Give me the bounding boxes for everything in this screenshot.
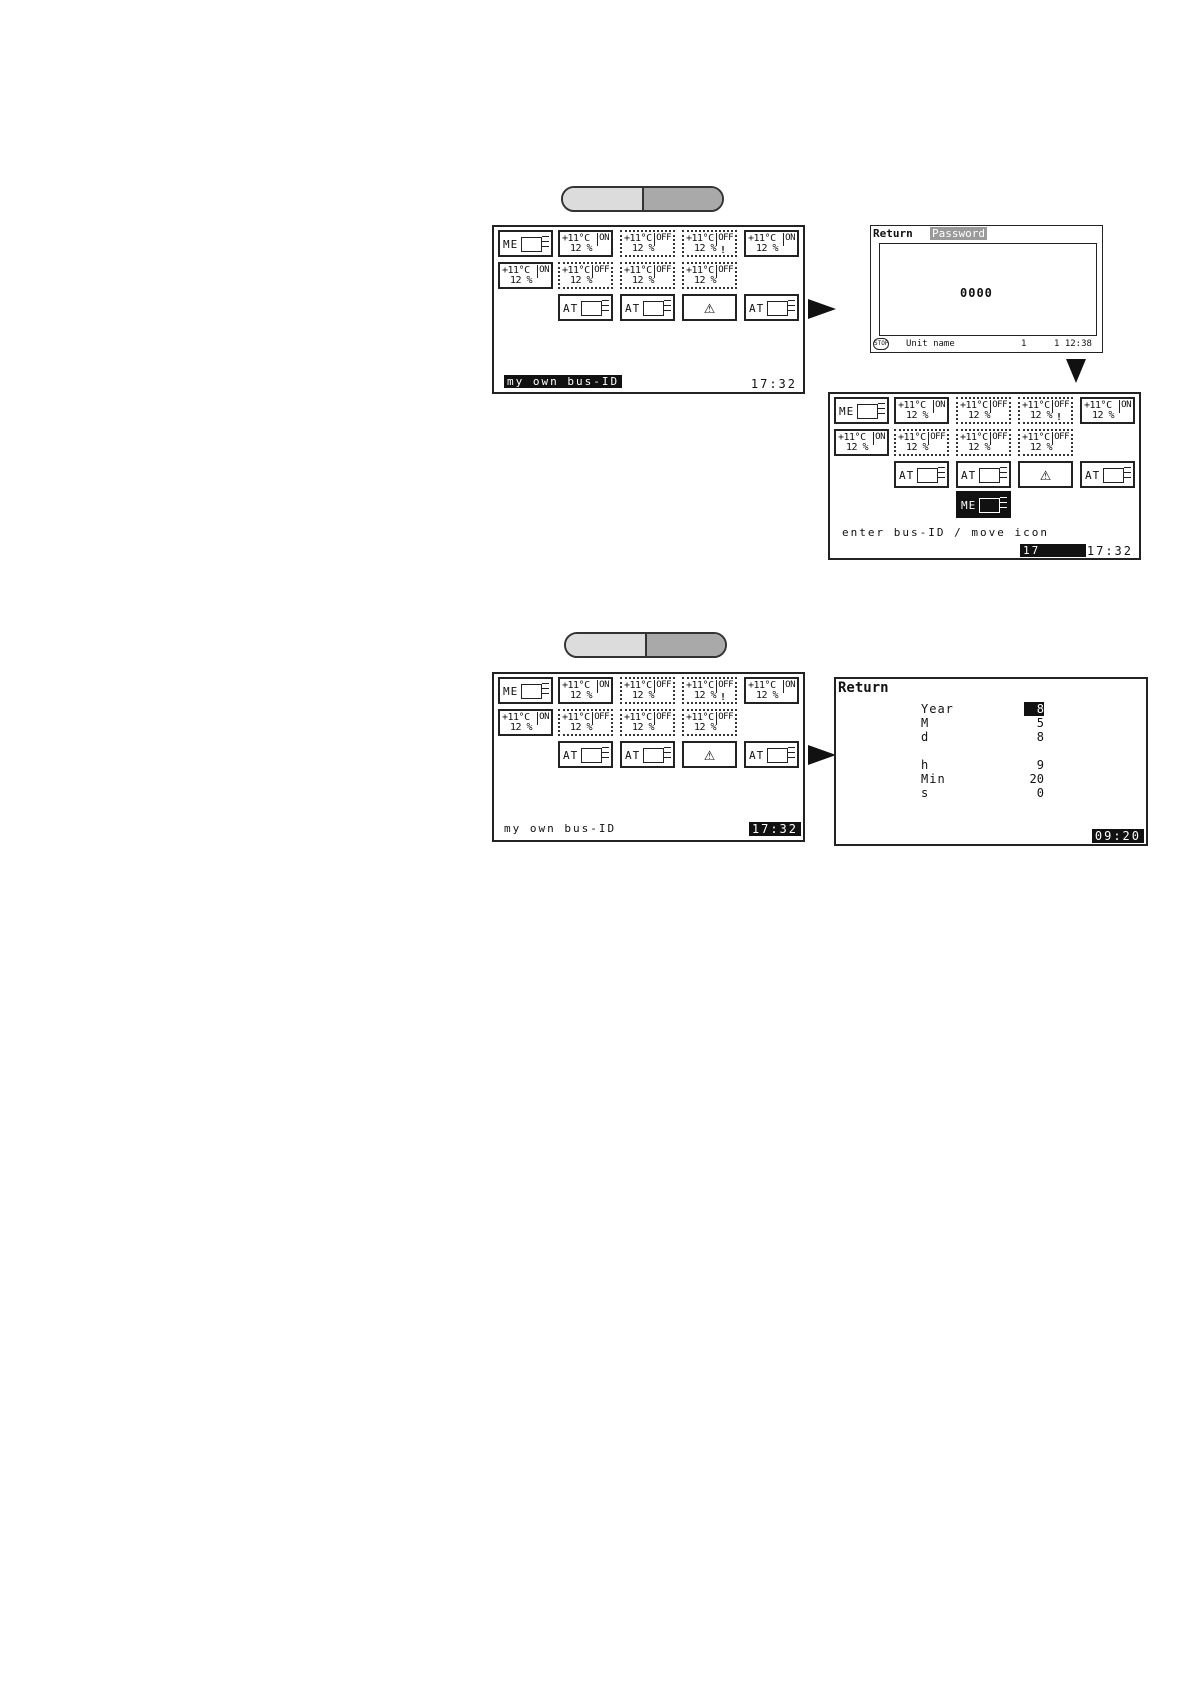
- date-value-year[interactable]: 8: [1024, 702, 1044, 716]
- temperature-value: +11°C: [898, 432, 926, 443]
- row1-tile-3[interactable]: [682, 677, 737, 704]
- temperature-value: +11°C: [624, 680, 652, 691]
- return-button[interactable]: Return: [873, 227, 913, 240]
- row2-tile-1[interactable]: [558, 262, 613, 289]
- me-unit[interactable]: ME: [498, 230, 553, 257]
- status-badge: OFF: [716, 233, 733, 246]
- humidity-value: 12 %: [632, 722, 655, 733]
- at-unit-2[interactable]: AT: [620, 741, 675, 768]
- at-unit-3[interactable]: AT: [744, 741, 799, 768]
- humidity-value: 12 %: [1030, 410, 1053, 421]
- alert-icon: !: [719, 245, 726, 256]
- temperature-value: +11°C: [686, 233, 714, 244]
- me-unit-moving[interactable]: ME: [956, 491, 1011, 518]
- humidity-value: 12 %: [570, 275, 593, 286]
- clock: 17:32: [1086, 544, 1133, 558]
- humidity-value: 12 %: [1030, 442, 1053, 453]
- row2-tile-1[interactable]: [558, 709, 613, 736]
- temperature-value: +11°C: [562, 712, 590, 723]
- temperature-value: +11°C: [838, 432, 866, 443]
- temperature-value: +11°C: [562, 233, 590, 244]
- date-label-m: M: [921, 716, 930, 730]
- humidity-value: 12 %: [906, 442, 929, 453]
- humidity-value: 12 %: [632, 275, 655, 286]
- row2-tile-3[interactable]: [682, 709, 737, 736]
- status-badge: ON: [783, 680, 795, 693]
- overview-screen-top: [492, 225, 805, 394]
- date-time-screen: [834, 677, 1148, 846]
- humidity-value: 12 %: [694, 722, 717, 733]
- status-badge: OFF: [990, 432, 1007, 445]
- humidity-value: 12 %: [570, 690, 593, 701]
- mode-toggle-left[interactable]: [566, 634, 647, 656]
- warning-triangle-icon[interactable]: ⚠: [682, 294, 737, 321]
- status-badge: OFF: [592, 712, 609, 725]
- date-value-h[interactable]: 9: [1036, 758, 1044, 772]
- row1-tile-4[interactable]: [1080, 397, 1135, 424]
- status-badge: OFF: [654, 233, 671, 246]
- password-screen: [870, 225, 1103, 353]
- date-value-m[interactable]: 5: [1036, 716, 1044, 730]
- at-unit-2[interactable]: AT: [620, 294, 675, 321]
- arrow-right-icon: [808, 299, 836, 319]
- clock: 17:32: [750, 377, 797, 391]
- temperature-value: +11°C: [502, 265, 530, 276]
- row1-tile-1[interactable]: [558, 230, 613, 257]
- move-icon-screen: [828, 392, 1141, 560]
- temperature-value: +11°C: [624, 265, 652, 276]
- status-badge: ON: [873, 432, 885, 445]
- status-badge: ON: [537, 265, 549, 278]
- bus-id-label: my own bus-ID: [504, 822, 617, 835]
- clock[interactable]: 09:20: [1092, 829, 1144, 843]
- password-field-area: [879, 243, 1097, 336]
- humidity-value: 12 %: [694, 275, 717, 286]
- status-badge: OFF: [928, 432, 945, 445]
- temperature-value: +11°C: [624, 233, 652, 244]
- row1-tile-4[interactable]: [744, 677, 799, 704]
- humidity-value: 12 %: [756, 243, 779, 254]
- return-button[interactable]: Return: [838, 680, 889, 696]
- date-label-h: h: [921, 758, 930, 772]
- status-badge: OFF: [1052, 400, 1069, 413]
- status-badge: OFF: [654, 712, 671, 725]
- humidity-value: 12 %: [570, 243, 593, 254]
- at-unit-3[interactable]: AT: [744, 294, 799, 321]
- date-value-d[interactable]: 8: [1036, 730, 1044, 744]
- row2-tile-2[interactable]: [956, 429, 1011, 456]
- clock[interactable]: 17:32: [749, 822, 801, 836]
- humidity-value: 12 %: [570, 722, 593, 733]
- humidity-value: 12 %: [694, 690, 717, 701]
- mode-toggle-bottom[interactable]: [564, 632, 727, 658]
- humidity-value: 12 %: [906, 410, 929, 421]
- warning-triangle-icon[interactable]: ⚠: [1018, 461, 1073, 488]
- temperature-value: +11°C: [562, 680, 590, 691]
- date-label-year: Year: [921, 702, 954, 716]
- row1-tile-3[interactable]: [682, 230, 737, 257]
- status-badge: OFF: [1052, 432, 1069, 445]
- humidity-value: 12 %: [1092, 410, 1115, 421]
- status-badge: OFF: [716, 680, 733, 693]
- overview-screen-bottom: [492, 672, 805, 842]
- humidity-value: 12 %: [632, 690, 655, 701]
- password-tab[interactable]: Password: [932, 227, 985, 240]
- arrow-down-icon: [1066, 359, 1086, 383]
- unit-time: 1 12:38: [1054, 339, 1092, 349]
- temperature-value: +11°C: [624, 712, 652, 723]
- humidity-value: 12 %: [632, 243, 655, 254]
- temperature-value: +11°C: [686, 265, 714, 276]
- row1-tile-2[interactable]: [956, 397, 1011, 424]
- humidity-value: 12 %: [694, 243, 717, 254]
- status-badge: ON: [783, 233, 795, 246]
- mode-toggle-left[interactable]: [563, 188, 644, 210]
- bus-id-input[interactable]: 17: [1020, 544, 1086, 557]
- instruction-text: enter bus-ID / move icon: [842, 526, 1049, 539]
- temperature-value: +11°C: [748, 233, 776, 244]
- row2-tile-1[interactable]: [894, 429, 949, 456]
- temperature-value: +11°C: [748, 680, 776, 691]
- row1-tile-4[interactable]: [744, 230, 799, 257]
- arrow-right-icon: [808, 745, 836, 765]
- mode-toggle-top[interactable]: [561, 186, 724, 212]
- at-unit-1[interactable]: AT: [558, 741, 613, 768]
- temperature-value: +11°C: [686, 680, 714, 691]
- unit-number: 1: [1021, 339, 1027, 349]
- status-badge: ON: [597, 680, 609, 693]
- temperature-value: +11°C: [960, 400, 988, 411]
- status-badge: ON: [537, 712, 549, 725]
- date-label-min: Min: [921, 772, 946, 786]
- row1-tile-1[interactable]: [558, 677, 613, 704]
- row1-tile-2[interactable]: [620, 230, 675, 257]
- status-badge: OFF: [716, 265, 733, 278]
- status-badge: OFF: [654, 265, 671, 278]
- unit-name: Unit name: [906, 339, 955, 349]
- temperature-value: +11°C: [686, 712, 714, 723]
- at-unit-1[interactable]: AT: [558, 294, 613, 321]
- row2-tile-2[interactable]: [620, 262, 675, 289]
- bus-id-label: my own bus-ID: [504, 375, 622, 388]
- temperature-value: +11°C: [1084, 400, 1112, 411]
- row2-tile-3[interactable]: [1018, 429, 1073, 456]
- date-label-s: s: [921, 786, 930, 800]
- row2a-tile-1[interactable]: [834, 429, 889, 456]
- temperature-value: +11°C: [898, 400, 926, 411]
- temperature-value: +11°C: [960, 432, 988, 443]
- at-unit-2[interactable]: AT: [956, 461, 1011, 488]
- alert-icon: !: [719, 692, 726, 703]
- warning-triangle-icon[interactable]: ⚠: [682, 741, 737, 768]
- temperature-value: +11°C: [1022, 400, 1050, 411]
- me-unit[interactable]: ME: [498, 677, 553, 704]
- password-code[interactable]: 0000: [960, 286, 993, 300]
- row1-tile-1[interactable]: [894, 397, 949, 424]
- status-badge: OFF: [990, 400, 1007, 413]
- row2a-tile-1[interactable]: [498, 262, 553, 289]
- alert-icon: !: [1055, 412, 1062, 423]
- status-badge: OFF: [654, 680, 671, 693]
- row1-tile-2[interactable]: [620, 677, 675, 704]
- status-badge: OFF: [716, 712, 733, 725]
- row2-tile-2[interactable]: [620, 709, 675, 736]
- me-unit[interactable]: ME: [834, 397, 889, 424]
- row2-tile-3[interactable]: [682, 262, 737, 289]
- status-badge: OFF: [592, 265, 609, 278]
- mode-toggle-right[interactable]: [647, 634, 726, 656]
- date-value-min[interactable]: 20: [1029, 772, 1044, 786]
- humidity-value: 12 %: [510, 722, 533, 733]
- status-badge: ON: [597, 233, 609, 246]
- temperature-value: +11°C: [1022, 432, 1050, 443]
- humidity-value: 12 %: [968, 410, 991, 421]
- row2a-tile-1[interactable]: [498, 709, 553, 736]
- at-unit-1[interactable]: AT: [894, 461, 949, 488]
- row1-tile-3[interactable]: [1018, 397, 1073, 424]
- stop-icon[interactable]: STOP: [873, 338, 889, 350]
- at-unit-3[interactable]: AT: [1080, 461, 1135, 488]
- humidity-value: 12 %: [968, 442, 991, 453]
- date-value-s[interactable]: 0: [1036, 786, 1044, 800]
- humidity-value: 12 %: [756, 690, 779, 701]
- humidity-value: 12 %: [846, 442, 869, 453]
- mode-toggle-right[interactable]: [644, 188, 723, 210]
- status-badge: ON: [1119, 400, 1131, 413]
- humidity-value: 12 %: [510, 275, 533, 286]
- date-label-d: d: [921, 730, 930, 744]
- temperature-value: +11°C: [562, 265, 590, 276]
- status-badge: ON: [933, 400, 945, 413]
- temperature-value: +11°C: [502, 712, 530, 723]
